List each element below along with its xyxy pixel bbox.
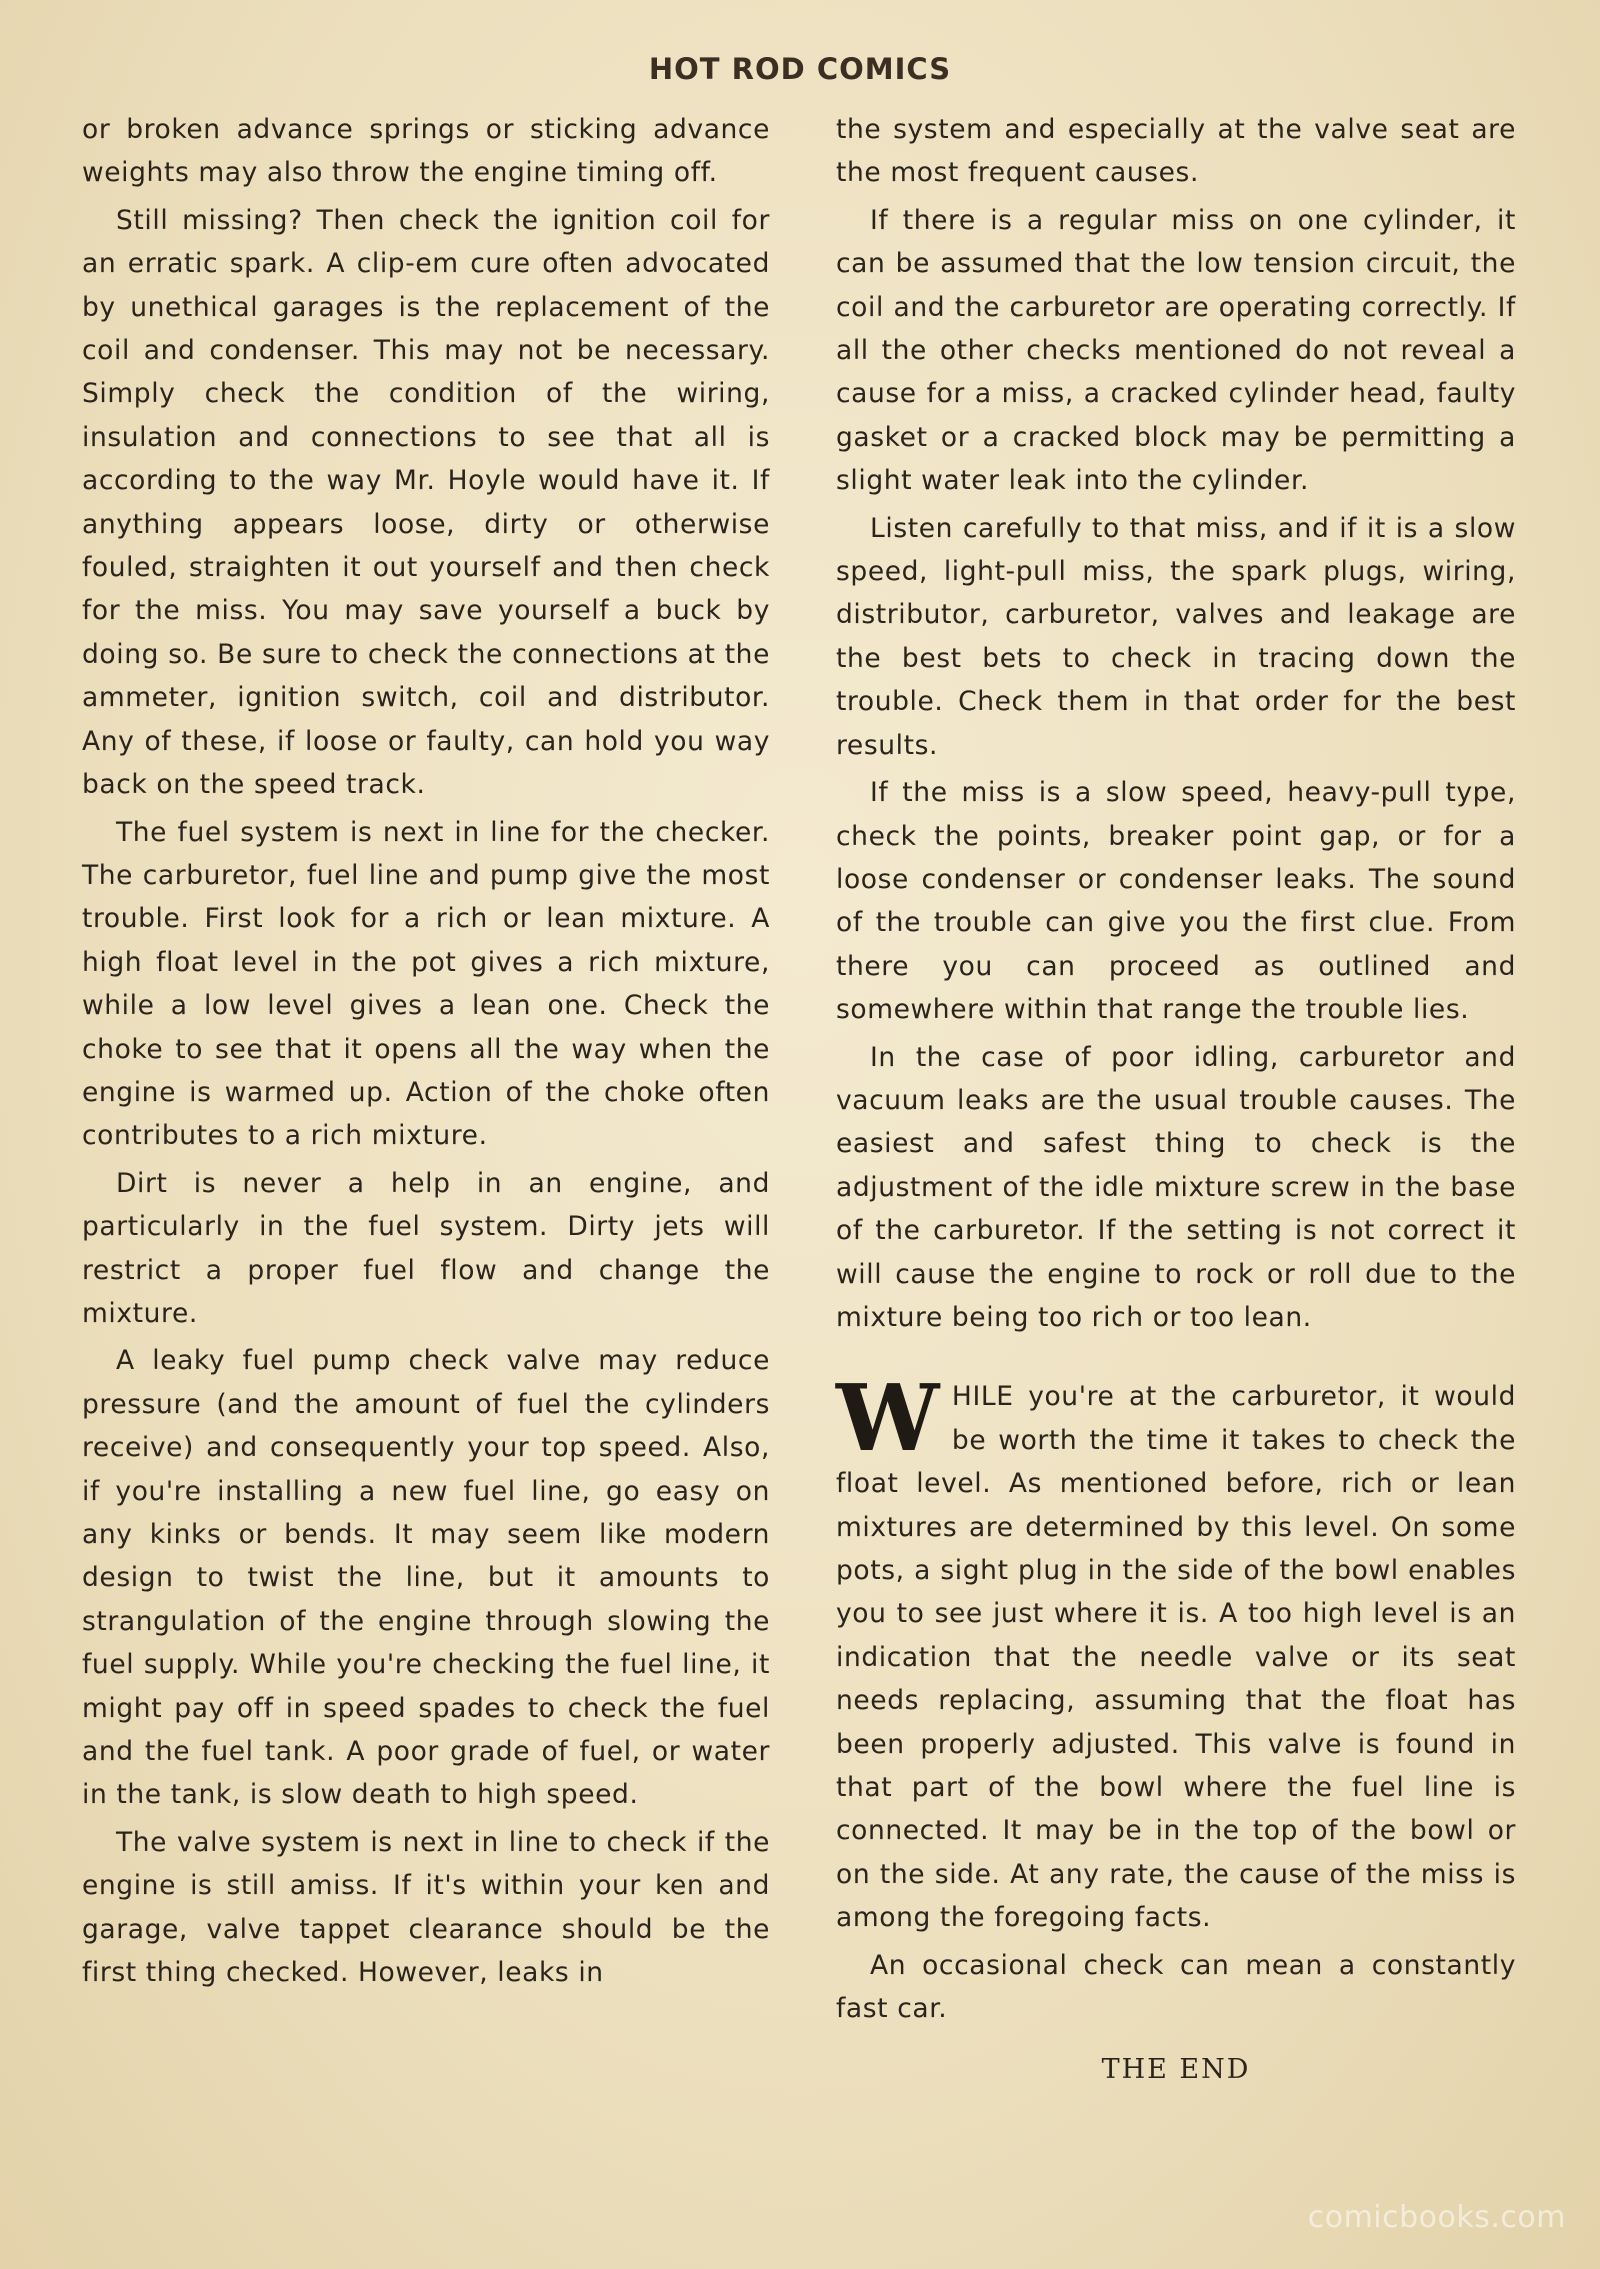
paragraph: If the miss is a slow speed, heavy-pull type, check the points, breaker point gap, or for a loose condenser or condenser leaks. The sound of the trouble can give you the first clue. From there you can proceed as outlined and somewhere within that range the trouble lies.: [836, 777, 1516, 1026]
drop-cap-letter: W: [836, 1364, 940, 1473]
paragraph: If there is a regular miss on one cylinder, it can be assumed that the low tension circuit, the coil and the carburetor are operating correctly. If all the other checks mentioned do not reveal a cause for a miss, a cracked cylinder head, faulty gasket or a cracked block may be permitting a slight water leak into the cylinder.: [836, 204, 1516, 497]
paragraph: Dirt is never a help in an engine, and particularly in the fuel system. Dirty jets will restrict a proper fuel flow and change the mixture.: [82, 1167, 770, 1329]
paragraph: Still missing? Then check the ignition coil for an erratic spark. A clip-em cure often advocated by unethical garages is the replacement of the coil and condenser. This may not be necessary. Simply check the condition of the wiring, insulation and connections to see that all is according to the way Mr. Hoyle would have it. If anything appears loose, dirty or otherwise fouled, straighten it out yourself and then check for the miss. You may save yourself a buck by doing so. Be sure to check the connections at the ammeter, ignition switch, coil and distributor. Any of these, if loose or faulty, can hold you way back on the speed track.: [82, 204, 770, 801]
paragraph: The valve system is next in line to check if the engine is still amiss. If it's within your ken and garage, valve tappet clearance should be the first thing checked. However, leaks in: [82, 1826, 770, 1989]
paragraph: The fuel system is next in line for the checker. The carburetor, fuel line and pump give the most trouble. First look for a rich or lean mixture. A high float level in the pot gives a rich mixture, while a low level gives a lean one. Check the choke to see that it opens all the way when the engine is warmed up. Action of the choke often contributes to a rich mixture.: [82, 816, 770, 1152]
watermark: comicbooks.com: [1307, 2200, 1566, 2235]
paragraph: Listen carefully to that miss, and if it is a slow speed, light-pull miss, the spark plugs, wiring, distributor, carburetor, valves and leakage are the best bets to check in tracing down the trouble. Check them in that order for the best results.: [836, 512, 1516, 761]
the-end-label: THE END: [1101, 2054, 1251, 2086]
paragraph: or broken advance springs or sticking advance weights may also throw the engine timing off.: [82, 114, 770, 189]
paragraph: the system and especially at the valve seat are the most frequent causes.: [836, 114, 1516, 189]
dropcap-paragraph-text: HILE you're at the carburetor, it would be worth the time it takes to check the float level. As mentioned before, rich or lean mixtures are determined by this level. On some pots, a sight plug in the side of the bowl enables you to see just where it is. A too high level is an indication that the needle valve or its seat needs replacing, assuming that the float has been properly adjusted. This valve is found in that part of the bowl where the fuel line is connected. It may be in the top of the bowl or on the side. At any rate, the cause of the miss is among the foregoing facts.: [836, 1381, 1516, 1934]
dropcap-paragraph: [836, 1364, 1516, 1939]
paragraph: A leaky fuel pump check valve may reduce pressure (and the amount of fuel the cylinders receive) and consequently your top speed. Also, if you're installing a new fuel line, go easy on any kinks or bends. It may seem like modern design to twist the line, but it amounts to strangulation of the engine through slowing the fuel supply. While you're checking the fuel line, it might pay off in speed spades to check the fuel and the fuel tank. A poor grade of fuel, or water in the tank, is slow death to high speed.: [82, 1345, 770, 1811]
left-column: [82, 108, 770, 1998]
paragraph: In the case of poor idling, carburetor and vacuum leaks are the usual trouble causes. The easiest and safest thing to check is the adjustment of the idle mixture screw in the base of the carburetor. If the setting is not correct it will cause the engine to rock or roll due to the mixture being too rich or too lean.: [836, 1041, 1516, 1333]
right-column: [836, 108, 1516, 2092]
closing-paragraph: An occasional check can mean a constantly fast car.: [836, 1949, 1516, 2025]
page-header: HOT ROD COMICS: [648, 52, 952, 86]
